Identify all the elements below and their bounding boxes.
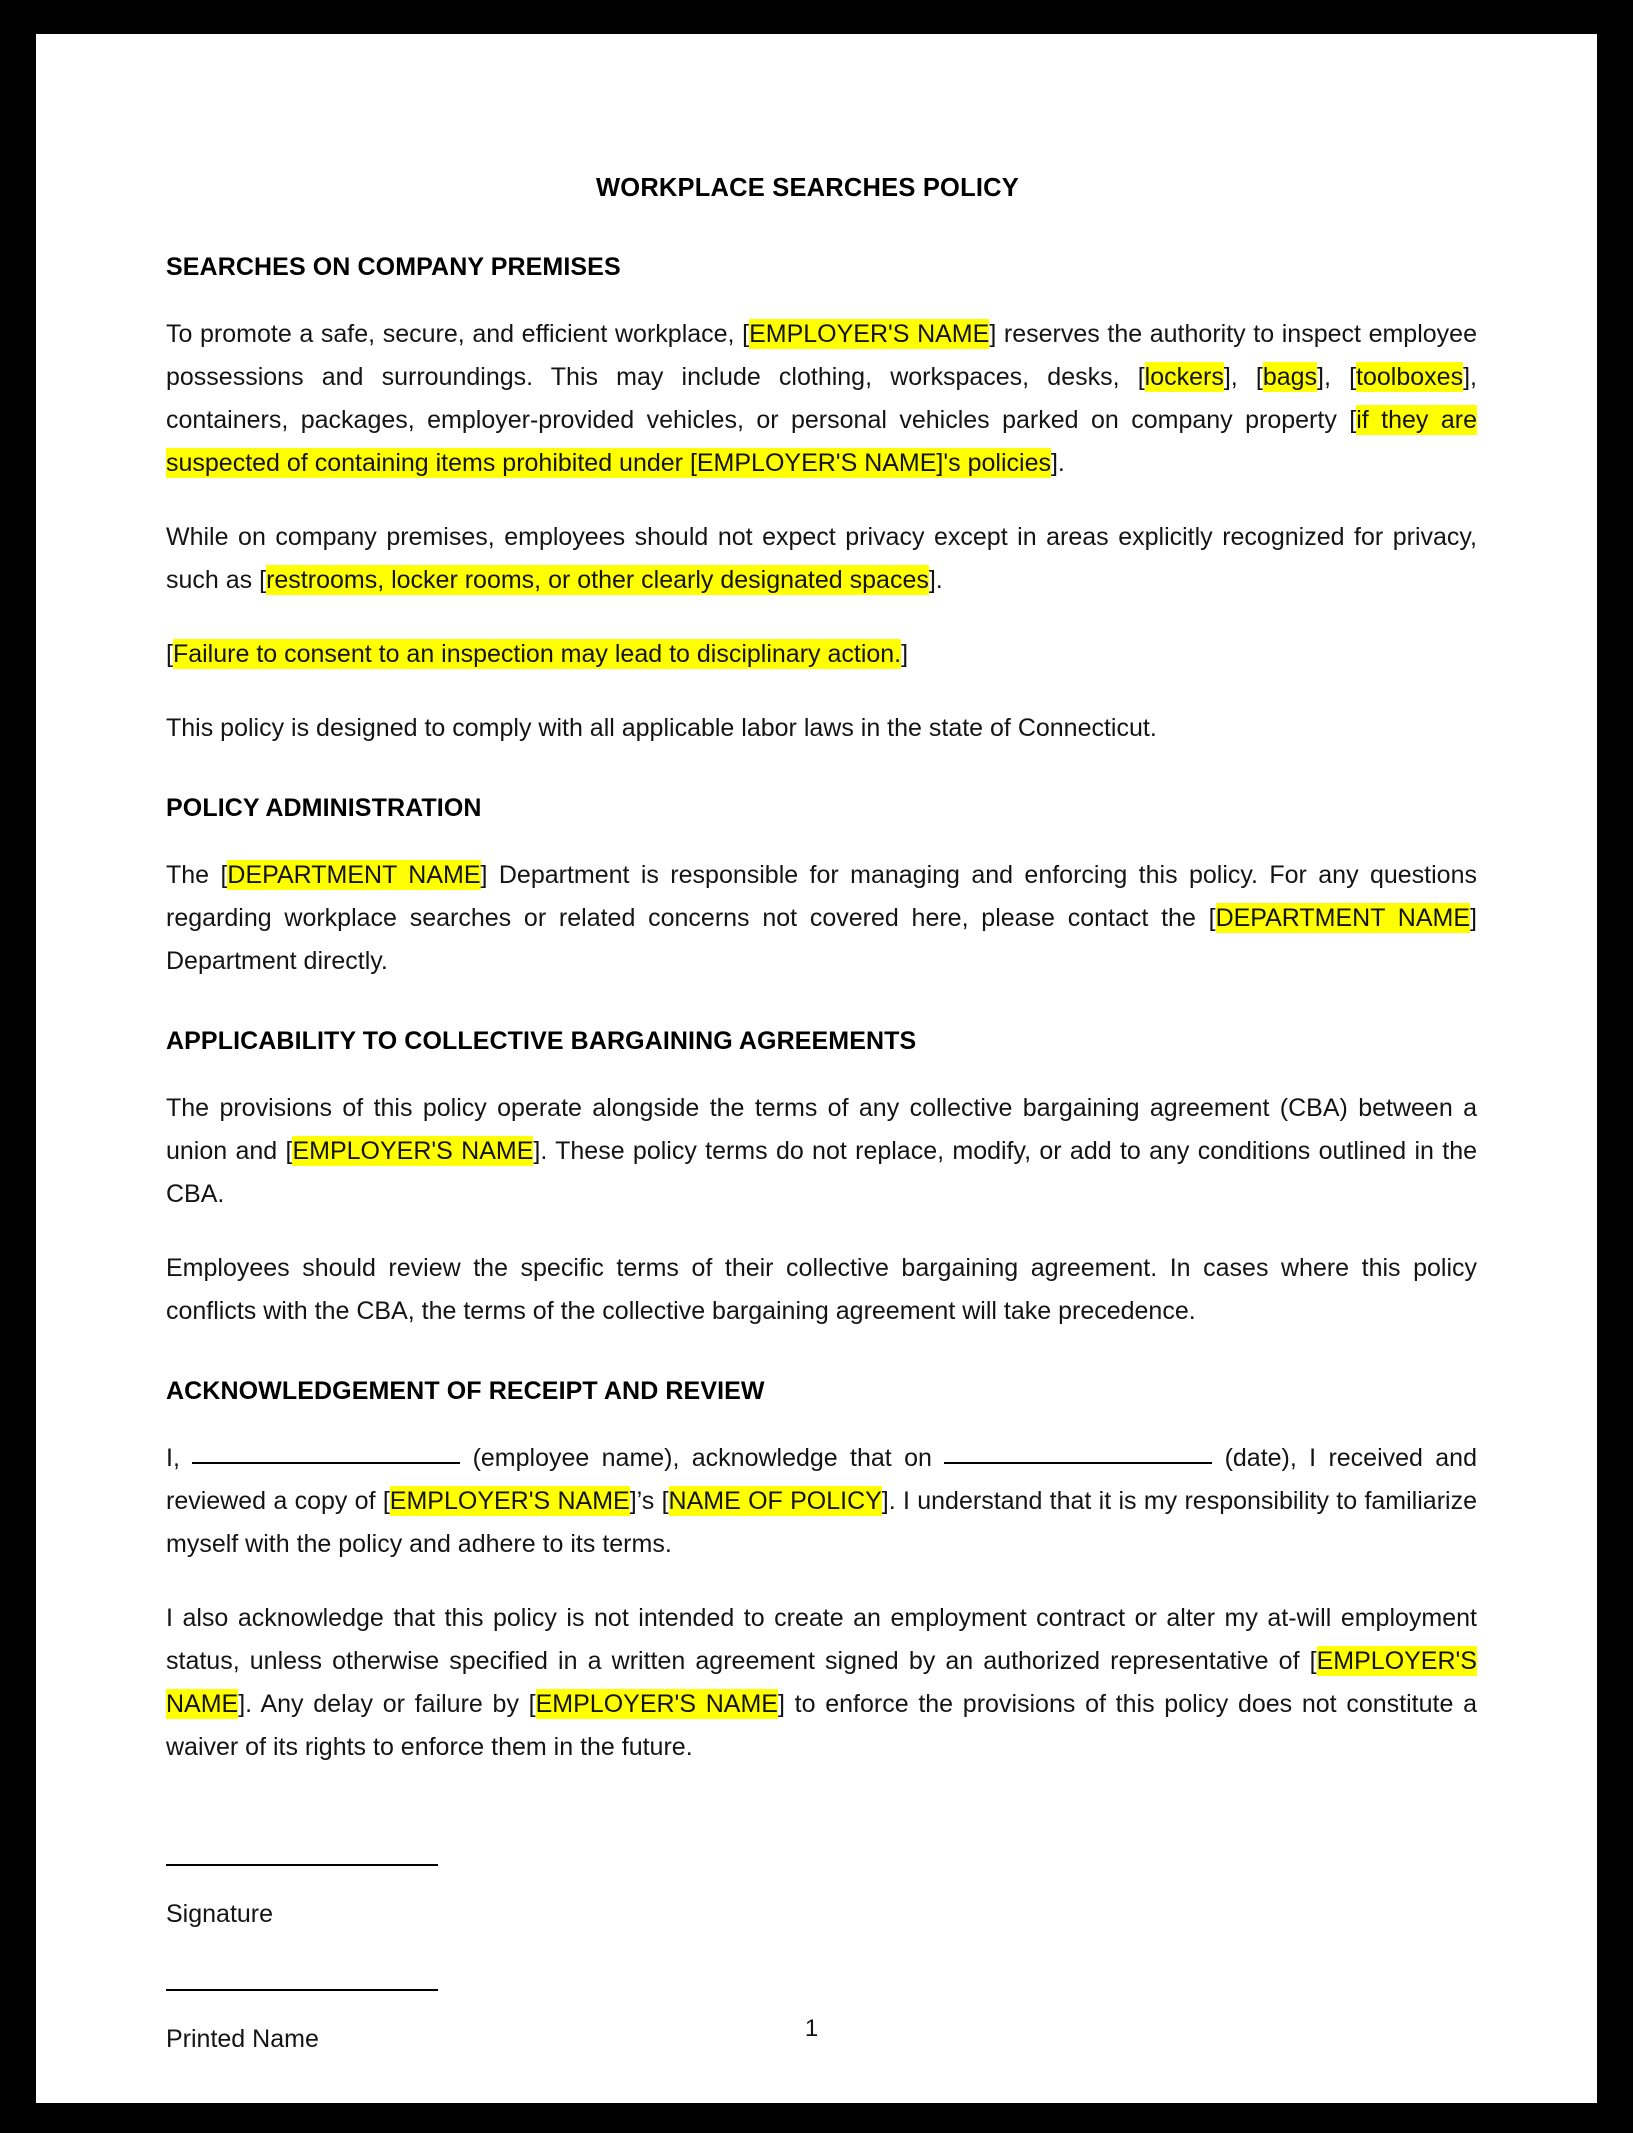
text-segment: While on company premises, employees should not expect privacy except in areas explicitly recognized for privacy, such as [ [166,523,1477,594]
text-segment: ] Department is responsible for managing and enforcing this policy. For any questions regarding workplace searches or related concerns not covered here, please contact the [ [166,861,1477,932]
signature-line[interactable] [166,1864,438,1866]
page-title: WORKPLACE SEARCHES POLICY [596,174,1019,202]
placeholder-employer-name: EMPLOYER'S NAME [749,320,990,348]
text-segment: ], containers, packages, employer-provided vehicles, or personal vehicles parked on company property [ [166,363,1477,434]
placeholder-toolboxes: toolboxes [1356,363,1464,391]
text-segment: ] to enforce the provisions of this policy does not constitute a waiver of its rights to enforce them in the future. [166,1690,1477,1761]
placeholder-failure-to-consent: Failure to consent to an inspection may lead to disciplinary action. [172,640,902,668]
placeholder-name-of-policy: NAME OF POLICY [668,1487,882,1515]
text-segment: ] Department directly. [166,904,1477,975]
printed-name-line[interactable] [166,1989,438,1991]
text-segment: The [ [166,861,228,889]
placeholder-employer-name-cba: EMPLOYER'S NAME [292,1137,534,1165]
paragraph-searches-1 [166,313,1477,485]
text-segment: (date), I received and reviewed a copy of [ [166,1444,1477,1515]
placeholder-employer-name-rep: EMPLOYER'S NAME [166,1647,1477,1718]
text-segment: The provisions of this policy operate alongside the terms of any collective bargaining agreement (CBA) between a union and [ [166,1094,1477,1165]
paragraph-searches-3 [166,633,1477,676]
placeholder-private-spaces: restrooms, locker rooms, or other clearly designated spaces [266,566,929,594]
text-segment: ], [ [1223,363,1263,391]
section-heading-searches: SEARCHES ON COMPANY PREMISES [166,253,621,281]
text-segment: To promote a safe, secure, and efficient workplace, [ [166,320,750,348]
paragraph-administration-1 [166,854,1477,983]
date-blank[interactable] [944,1462,1212,1464]
text-segment: ] [901,640,909,668]
text-segment: ]. Any delay or failure by [ [238,1690,536,1718]
signature-spacer [166,1929,1477,1989]
text-segment: I also acknowledge that this policy is not intended to create an employment contract or alter my at-will employment status, unless otherwise specified in a written agreement signed by an authorized representative of [ [166,1604,1477,1675]
placeholder-lockers: lockers [1144,363,1224,391]
paragraph-acknowledgement-1 [166,1437,1477,1566]
document-content [36,34,1597,2054]
signature-label: Signature [166,1900,274,1928]
text-segment: (employee name), acknowledge that on [460,1444,945,1472]
section-heading-acknowledgement: ACKNOWLEDGEMENT OF RECEIPT AND REVIEW [166,1377,765,1405]
paragraph-acknowledgement-2 [166,1597,1477,1769]
page-number: 1 [804,2015,819,2042]
placeholder-employer-name-enforce: EMPLOYER'S NAME [535,1690,778,1718]
section-heading-cba: APPLICABILITY TO COLLECTIVE BARGAINING AGREEMENTS [166,1027,917,1055]
printed-name-label: Printed Name [166,2025,319,2053]
employee-name-blank[interactable] [192,1462,460,1464]
text-segment: ]. I understand that it is my responsibility to familiarize myself with the policy and adhere to its terms. [166,1487,1477,1558]
text-segment: ] reserves the authority to inspect employee possessions and surroundings. This may include clothing, workspaces, desks, [ [166,320,1477,391]
paragraph-cba-2: Employees should review the specific terms of their collective bargaining agreement. In cases where this policy conflicts with the CBA, the terms of the collective bargaining agreement will take precedence. [166,1254,1477,1325]
placeholder-employer-name-ack: EMPLOYER'S NAME [389,1487,630,1515]
text-segment: ]. [928,566,943,594]
text-segment: [ [166,640,173,668]
paragraph-cba-1 [166,1087,1477,1216]
text-segment: ]’s [ [629,1487,669,1515]
text-segment: I, [166,1444,193,1472]
text-segment: ]. These policy terms do not replace, modify, or add to any conditions outlined in the CBA. [166,1137,1477,1208]
section-heading-administration: POLICY ADMINISTRATION [166,794,482,822]
placeholder-suspected-clause: if they are suspected of containing items prohibited under [EMPLOYER'S NAME]'s policies [166,406,1478,477]
placeholder-bags: bags [1262,363,1318,391]
paragraph-searches-2 [166,516,1477,602]
paragraph-searches-4: This policy is designed to comply with all applicable labor laws in the state of Connecticut. [166,714,1157,742]
placeholder-department-name-1: DEPARTMENT NAME [227,861,481,889]
document-page [36,34,1597,2103]
text-segment: ], [ [1317,363,1357,391]
text-segment: ]. [1050,449,1065,477]
placeholder-department-name-2: DEPARTMENT NAME [1215,904,1471,932]
